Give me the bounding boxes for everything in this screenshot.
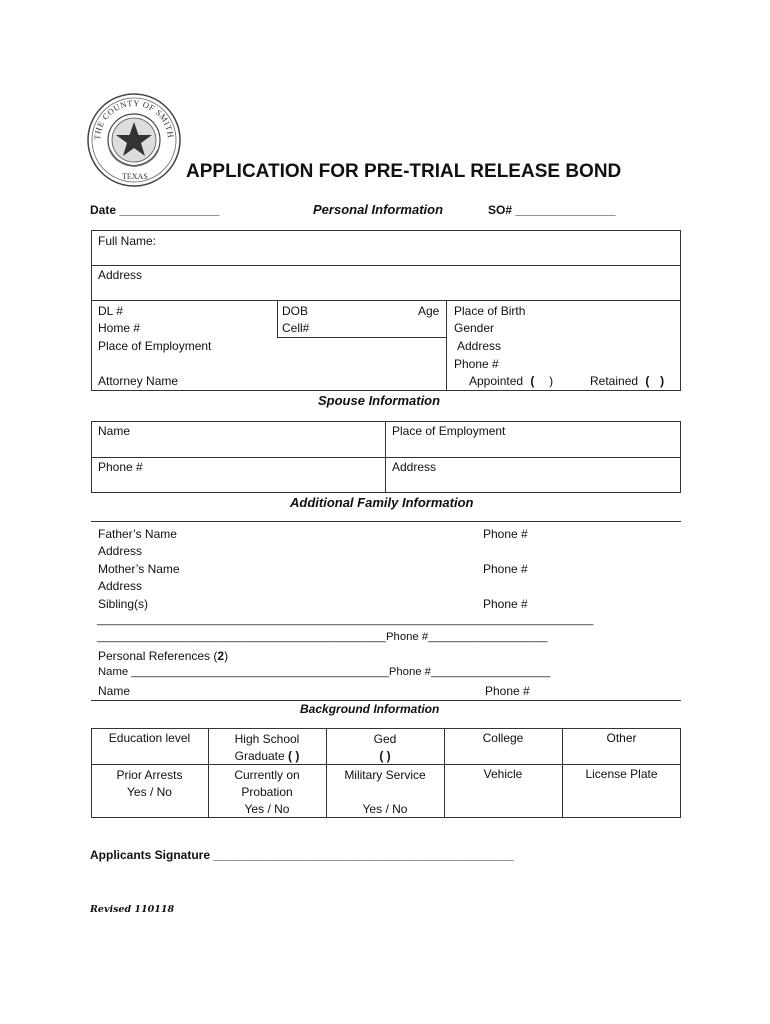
employer-phone-field[interactable]: Phone # <box>454 357 499 371</box>
full-name-field[interactable]: Full Name: <box>98 234 157 248</box>
age-field[interactable]: Age <box>418 304 440 318</box>
probation-cell[interactable]: Currently on Probation Yes / No <box>208 767 326 818</box>
seal-text-top: THE COUNTY OF SMITH <box>91 97 177 141</box>
reference-name-2[interactable]: Name <box>98 684 131 698</box>
personal-info-heading: Personal Information <box>313 202 444 217</box>
ged-cell[interactable]: Ged ( ) <box>326 731 444 765</box>
dob-field[interactable]: DOB <box>282 304 309 318</box>
prior-arrests-cell[interactable]: Prior Arrests Yes / No <box>91 767 208 801</box>
retained-label: Retained <box>590 374 639 388</box>
appointed-label: Appointed <box>469 374 524 388</box>
applicant-signature-field[interactable]: Applicants Signature _____________________________________________ <box>90 848 514 862</box>
mothers-name-field[interactable]: Mother’s Name <box>98 562 180 576</box>
personal-info-box <box>91 230 681 391</box>
probation-yes-no[interactable]: Yes / No <box>244 802 290 816</box>
prior-arrests-yes-no[interactable]: Yes / No <box>127 785 172 799</box>
family-info-heading: Additional Family Information <box>290 495 474 510</box>
reference-line-1[interactable]: Name _________________________________________Phone #___________________ <box>98 666 551 678</box>
sibling-line-2[interactable]: ______________________________________________Phone #___________________ <box>97 631 548 643</box>
place-of-employment-field[interactable]: Place of Employment <box>98 339 212 353</box>
education-level-cell: Education level <box>108 731 191 745</box>
spouse-info-heading: Spouse Information <box>318 393 441 408</box>
other-cell[interactable]: Other <box>606 731 637 745</box>
county-seal <box>86 92 182 188</box>
high-school-checkbox[interactable]: ( ) <box>288 749 300 763</box>
personal-references-label: Personal References (2) <box>98 649 229 663</box>
date-field[interactable]: Date _______________ <box>90 203 220 217</box>
fathers-phone-field[interactable]: Phone # <box>483 527 528 541</box>
spouse-phone-field[interactable]: Phone # <box>98 460 143 474</box>
cell-phone-field[interactable]: Cell# <box>282 321 310 335</box>
ged-checkbox[interactable]: ( ) <box>379 749 391 763</box>
college-cell[interactable]: College <box>482 731 524 745</box>
page-title: APPLICATION FOR PRE-TRIAL RELEASE BOND <box>186 161 622 182</box>
reference-phone-2[interactable]: Phone # <box>485 684 530 698</box>
address-field[interactable]: Address <box>98 268 143 282</box>
place-of-birth-field[interactable]: Place of Birth <box>454 304 526 318</box>
gender-field[interactable]: Gender <box>454 321 495 335</box>
high-school-cell[interactable]: High School Graduate ( ) <box>234 732 300 763</box>
mothers-address-field[interactable]: Address <box>98 579 143 593</box>
background-info-heading: Background Information <box>300 702 440 716</box>
revised-note: Revised 110118 <box>90 904 175 915</box>
mothers-phone-field[interactable]: Phone # <box>483 562 528 576</box>
military-yes-no[interactable]: Yes / No <box>362 802 408 816</box>
military-service-cell[interactable]: Military Service Yes / No <box>326 767 444 818</box>
fathers-name-field[interactable]: Father’s Name <box>98 527 177 541</box>
spouse-name-field[interactable]: Name <box>98 424 131 438</box>
so-number-field[interactable]: SO# _______________ <box>488 203 616 217</box>
attorney-name-field[interactable]: Attorney Name <box>98 374 179 388</box>
home-phone-field[interactable]: Home # <box>98 321 141 335</box>
license-plate-cell[interactable]: License Plate <box>585 767 658 781</box>
retained-option[interactable]: Retained ( ) <box>590 374 665 388</box>
seal-text-bottom: TEXAS <box>122 172 148 181</box>
spouse-employment-field[interactable]: Place of Employment <box>392 424 506 438</box>
sibling-line-1[interactable]: _______________________________________________________________________________ <box>97 614 594 626</box>
employer-address-field[interactable]: Address <box>457 339 502 353</box>
siblings-field[interactable]: Sibling(s) <box>98 597 149 611</box>
siblings-phone-field[interactable]: Phone # <box>483 597 528 611</box>
dl-field[interactable]: DL # <box>98 304 123 318</box>
spouse-address-field[interactable]: Address <box>392 460 437 474</box>
appointed-option[interactable]: Appointed ( ) <box>469 374 554 388</box>
fathers-address-field[interactable]: Address <box>98 544 143 558</box>
vehicle-cell[interactable]: Vehicle <box>483 767 523 781</box>
